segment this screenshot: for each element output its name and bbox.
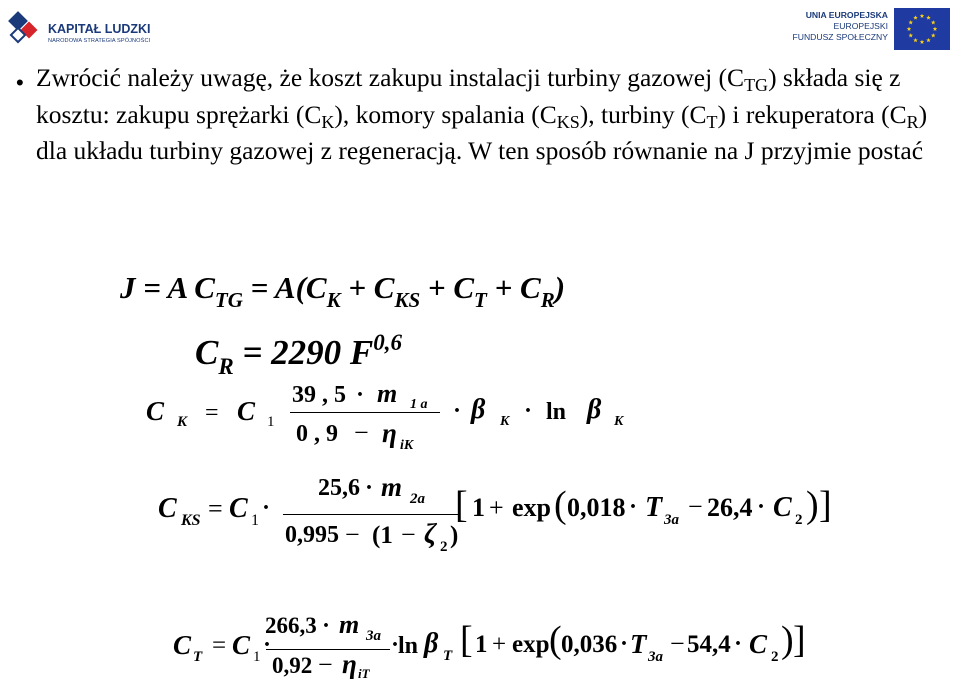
eq3-eta: η [382, 418, 397, 448]
subscript: K [321, 111, 335, 132]
bullet-marker: • [16, 70, 24, 95]
eq3-k-sub: K [177, 414, 188, 430]
eq5-equals: = [212, 632, 227, 659]
eq5-bracket-one: 1 [475, 631, 488, 658]
eq4-c2-sub: 2 [795, 512, 803, 528]
eq5-fraction-bar [266, 649, 390, 650]
eq5-right-bracket: ] [793, 619, 806, 661]
eq4-plus: + [489, 493, 504, 522]
eq3-numerator-value: 39 , 5 [292, 382, 346, 408]
eu-line-2: EUROPEJSKI [833, 21, 888, 31]
eq5-c2-sub: 2 [771, 649, 779, 665]
eq5-t-sub-0: T [193, 649, 203, 665]
equation-recuperator-cost [195, 330, 402, 379]
eq5-dot-2: · [391, 632, 400, 658]
eq5-value-1: 0,036 [561, 631, 618, 658]
eq3-fraction-bar [290, 412, 440, 413]
eq4-right-bracket: ] [819, 484, 832, 526]
eq3-beta-2-sub: K [614, 414, 624, 429]
eq3-denominator-minus: − [354, 418, 369, 447]
eq3-one-sub: 1 [267, 414, 275, 430]
eq-subscript: R [540, 288, 555, 312]
eq4-c1: C [229, 493, 248, 524]
eq4-m-sub: 2a [410, 491, 425, 507]
paragraph-text: ), komory spalania (C [334, 99, 557, 129]
eq5-left-paren: ( [549, 619, 562, 661]
eq3-beta: β [471, 394, 486, 425]
eq5-numerator-dot: · [322, 613, 331, 639]
eq-text: + C [340, 270, 395, 305]
kapital-ludzki-emblem-icon [8, 8, 44, 48]
eq4-bracket-one: 1 [472, 493, 485, 522]
eq4-equals: = [208, 494, 223, 523]
eq4-exp: exp [512, 493, 551, 522]
eq4-one-sub: 1 [251, 512, 259, 529]
eq-subscript: TG [214, 288, 243, 312]
subscript: TG [744, 75, 769, 95]
eq3-m-sub: 1 a [410, 397, 428, 412]
eq5-one-sub: 1 [253, 649, 261, 665]
kapital-ludzki-logo [8, 8, 158, 50]
eq-text: + C [420, 270, 475, 305]
eq5-c: C [173, 630, 192, 660]
equation-cost-total [120, 270, 566, 312]
eq4-ks-sub: KS [181, 512, 201, 529]
eq5-eta: η [342, 649, 357, 679]
eq4-dot-3: · [757, 494, 766, 520]
eq-text: ) [554, 270, 566, 305]
eq5-right-paren: ) [781, 619, 794, 661]
paragraph [36, 60, 946, 170]
eq5-beta: β [424, 628, 439, 659]
eq4-zeta-sub: 2 [440, 539, 448, 555]
eq4-denominator-value: 0,995 [285, 522, 339, 548]
eq5-dot-4: · [734, 631, 743, 657]
eq5-value-2: 54,4 [687, 631, 731, 658]
subscript: R [906, 111, 919, 132]
eq-subscript: K [326, 288, 341, 312]
eq5-beta-sub: T [443, 648, 453, 664]
eq4-fraction-bar [283, 514, 459, 515]
eq4-c: C [158, 493, 177, 524]
eq-text: C [195, 333, 219, 372]
eq5-plus: + [492, 631, 507, 658]
eq5-t: T [630, 629, 647, 659]
eq5-c2: C [749, 629, 768, 659]
eu-logo [765, 8, 950, 52]
eq5-numerator-value: 266,3 [265, 613, 317, 638]
eq3-c: C [146, 396, 165, 426]
paragraph-text: ) i rekuperatora (C [717, 99, 907, 129]
eq4-minus: − [688, 492, 703, 521]
eq4-m: m [381, 472, 403, 502]
eq5-m: m [339, 610, 360, 639]
eq3-denominator-value: 0 , 9 [296, 421, 338, 447]
eq5-c1: C [232, 630, 251, 660]
eu-logo-text [793, 10, 889, 43]
eu-line-1: UNIA EUROPEJSKA [805, 10, 888, 20]
eq3-ln: ln [546, 399, 567, 425]
eq3-beta-sub: K [500, 414, 510, 429]
eq5-ln: ln [398, 633, 419, 659]
eq3-eta-sub: iK [400, 438, 414, 453]
eq5-minus: − [670, 629, 685, 658]
eq4-denominator-minus: − [345, 520, 360, 549]
eq4-denominator-close: ) [450, 522, 459, 549]
eq3-c1: C [237, 396, 256, 426]
eq4-denominator-paren: (1 [372, 522, 393, 549]
eq5-eta-sub: iT [358, 666, 370, 681]
eu-line-3: FUNDUSZ SPOŁECZNY [792, 32, 888, 42]
eq4-dot-2: · [629, 494, 638, 520]
eq3-equals: = [205, 400, 219, 426]
eq4-t-sub: 3a [664, 512, 679, 528]
eq5-m-sub: 3a [366, 628, 381, 644]
kapital-ludzki-name: KAPITAŁ LUDZKI [48, 22, 151, 36]
kapital-ludzki-subtitle: NARODOWA STRATEGIA SPÓJNOŚCI [48, 38, 151, 44]
paragraph-text: ) dla układu turbiny gazowej z regeneracją. W ten sposób równanie na J przyjmie postać [36, 99, 928, 165]
eq4-left-bracket: [ [455, 484, 468, 526]
eq4-numerator-dot: · [365, 475, 374, 501]
eq3-m: m [377, 379, 398, 408]
eq3-numerator-dot: · [356, 382, 365, 408]
eq4-value-2: 26,4 [707, 493, 753, 522]
eq5-denominator-minus: − [318, 650, 333, 679]
subscript: T [706, 111, 718, 132]
paragraph-text: Zwrócić należy uwagę, że koszt zakupu instalacji turbiny gazowej (C [36, 63, 745, 92]
eq-superscript: 0,6 [373, 330, 402, 355]
subscript: KS [556, 111, 580, 132]
paragraph-text: ), turbiny (C [579, 99, 707, 129]
eq4-c2: C [773, 492, 792, 523]
eq3-dot-2: · [524, 398, 533, 424]
eq4-denominator-minus-2: − [401, 520, 416, 549]
eu-flag-icon [894, 8, 950, 50]
eq4-t: T [645, 492, 663, 523]
eq-subscript: T [474, 288, 487, 312]
eq-subscript: KS [394, 288, 421, 312]
eq4-left-paren: ( [554, 484, 567, 526]
eq4-numerator-value: 25,6 [318, 475, 360, 501]
eq4-zeta: ζ [424, 519, 437, 550]
eq5-left-bracket: [ [460, 619, 473, 661]
eq-text: = A(C [242, 270, 327, 305]
eq3-beta-2: β [587, 394, 602, 425]
paragraph-text: ) składa się z kosztu: zakupu sprężarki (C [36, 63, 901, 129]
eq5-exp: exp [512, 631, 550, 658]
eq5-dot-3: · [620, 631, 629, 657]
eq-text: = 2290 F [233, 333, 374, 372]
eq4-right-paren: ) [806, 484, 819, 526]
eq4-dot: · [262, 495, 271, 521]
eq4-value-1: 0,018 [567, 493, 626, 522]
eq-text: + C [486, 270, 541, 305]
eq-text: J = A C [120, 270, 215, 305]
eq5-dot: · [263, 632, 272, 658]
eq-subscript: R [218, 354, 234, 379]
eq5-t-sub: 3a [648, 649, 663, 665]
eq5-denominator-value: 0,92 [272, 653, 313, 678]
eq3-dot: · [453, 398, 462, 424]
